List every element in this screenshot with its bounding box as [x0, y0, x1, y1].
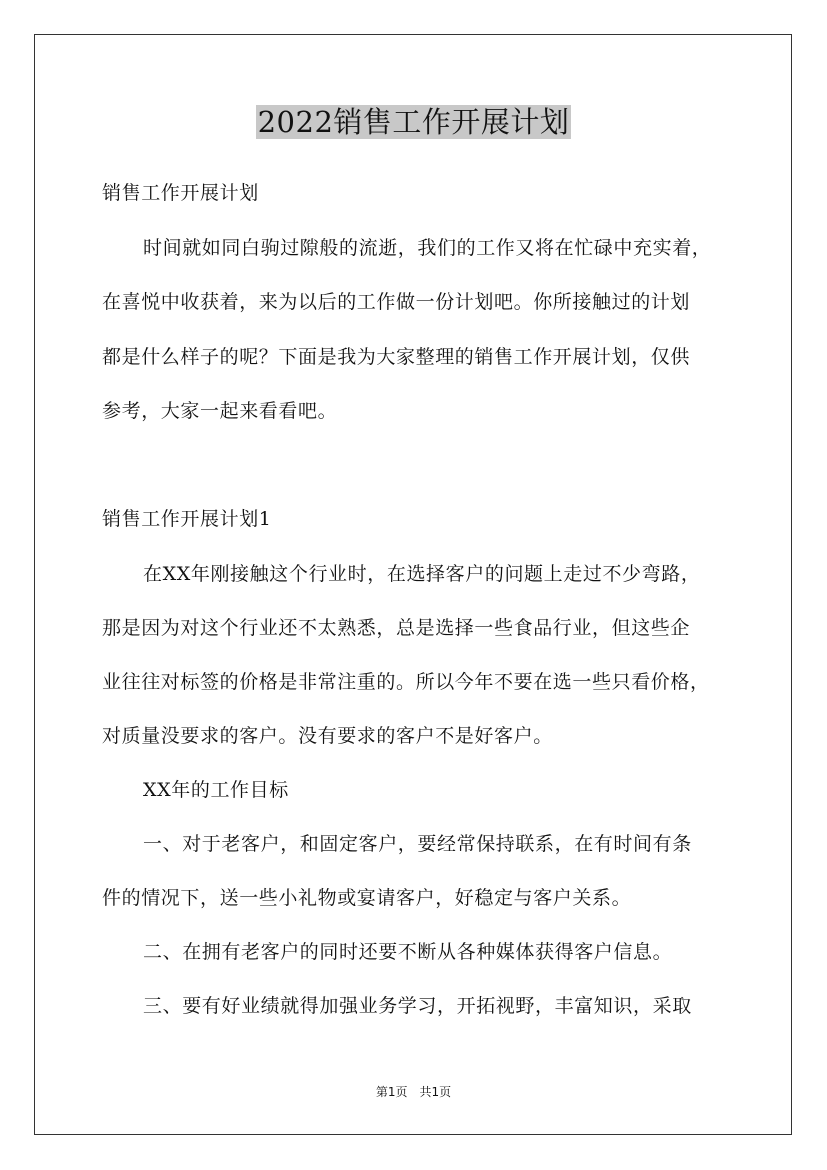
paragraph-line: 三、要有好业绩就得加强业务学习，开拓视野，丰富知识，采取 — [143, 995, 692, 1017]
paragraph-line: 参考，大家一起来看看吧。 — [102, 400, 338, 422]
paragraph-line: XX年的工作目标 — [143, 779, 289, 801]
document-title — [0, 100, 827, 144]
paragraph-line: 在XX年刚接触这个行业时，在选择客户的问题上走过不少弯路， — [143, 563, 701, 585]
paragraph-line: 在喜悦中收获着，来为以后的工作做一份计划吧。你所接触过的计划 — [102, 291, 691, 313]
paragraph-line: 对质量没要求的客户。没有要求的客户不是好客户。 — [102, 725, 553, 747]
document-title-text: 2022销售工作开展计划 — [257, 105, 570, 139]
paragraph-line: 一、对于老客户，和固定客户，要经常保持联系，在有时间有条 — [143, 833, 692, 855]
paragraph-line: 都是什么样子的呢？下面是我为大家整理的销售工作开展计划，仅供 — [102, 346, 691, 368]
section-heading: 销售工作开展计划1 — [102, 508, 272, 530]
page-footer: 第1页 共1页 — [375, 1085, 452, 1099]
paragraph-line: 业往往对标签的价格是非常注重的。所以今年不要在选一些只看价格， — [102, 671, 710, 693]
paragraph-line: 二、在拥有老客户的同时还要不断从各种媒体获得客户信息。 — [143, 941, 673, 963]
section-heading: 销售工作开展计划 — [102, 182, 259, 204]
paragraph-line: 那是因为对这个行业还不太熟悉，总是选择一些食品行业，但这些企 — [102, 617, 691, 639]
paragraph-line: 件的情况下，送一些小礼物或宴请客户，好稳定与客户关系。 — [102, 887, 632, 909]
paragraph-line: 时间就如同白驹过隙般的流逝，我们的工作又将在忙碌中充实着， — [143, 237, 712, 259]
